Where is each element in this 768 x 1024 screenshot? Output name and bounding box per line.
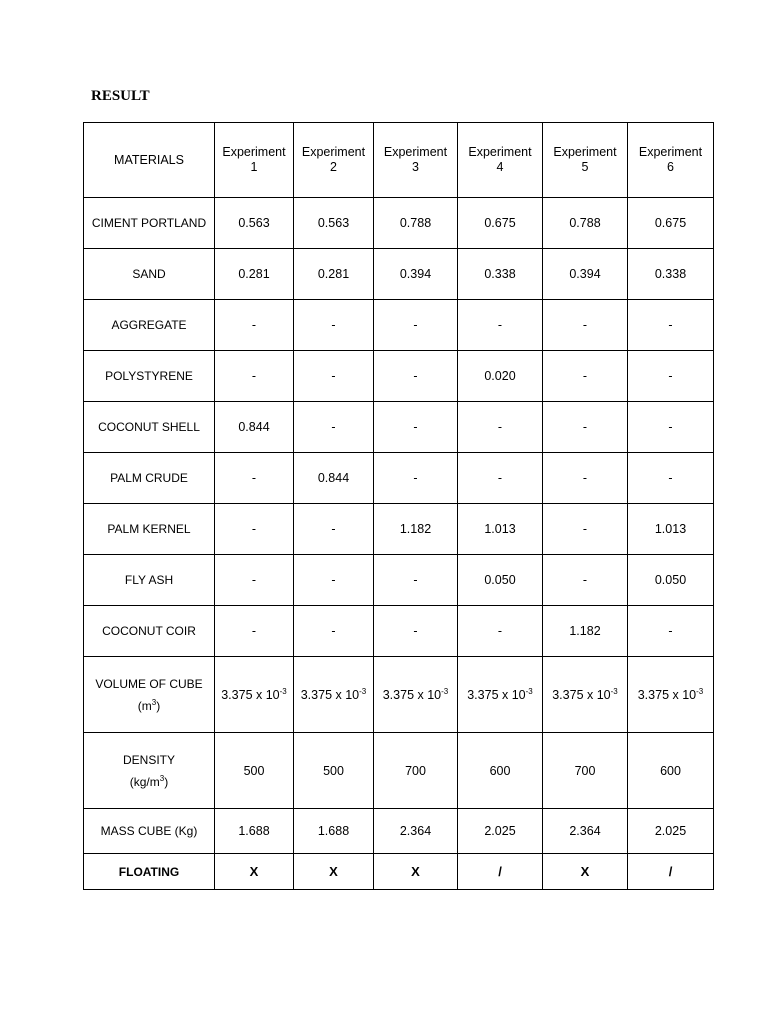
table-cell: 2.364	[374, 809, 458, 854]
table-cell: 0.844	[215, 402, 294, 453]
density-unit-base: (kg/m	[129, 774, 160, 789]
table-cell: -	[374, 606, 458, 657]
volume-unit-close: )	[156, 698, 161, 713]
experiment-6-number: 6	[667, 160, 674, 174]
volume-value-exponent: -3	[696, 686, 704, 696]
table-cell: 700	[374, 733, 458, 809]
results-table	[83, 122, 714, 890]
table-cell: -	[374, 300, 458, 351]
row-label-aggregate: AGGREGATE	[84, 300, 215, 351]
table-cell: -	[543, 504, 628, 555]
row-label-sand: SAND	[84, 249, 215, 300]
table-row-palm-kernel	[84, 504, 714, 555]
table-cell: -	[543, 402, 628, 453]
row-label-fly-ash: FLY ASH	[84, 555, 215, 606]
table-cell: 0.563	[215, 198, 294, 249]
table-cell: 1.013	[628, 504, 714, 555]
experiment-6-title: Experiment	[638, 145, 703, 159]
table-row-sand	[84, 249, 714, 300]
table-cell: -	[374, 453, 458, 504]
experiment-5-header	[543, 123, 628, 198]
header-row	[84, 123, 714, 198]
row-label-volume-of-cube	[84, 657, 215, 733]
table-cell: -	[294, 606, 374, 657]
table-cell: -	[215, 606, 294, 657]
table-row-polystyrene	[84, 351, 714, 402]
table-row-aggregate	[84, 300, 714, 351]
table-cell: 0.844	[294, 453, 374, 504]
volume-value-base: 3.375 x 10	[221, 687, 280, 702]
table-cell: 1.182	[543, 606, 628, 657]
volume-value-base: 3.375 x 10	[552, 687, 611, 702]
experiment-1-number: 1	[250, 160, 258, 174]
volume-cell	[215, 657, 294, 733]
table-cell: 0.338	[628, 249, 714, 300]
volume-unit-base: (m	[137, 698, 152, 713]
row-label-palm-crude: PALM CRUDE	[84, 453, 215, 504]
table-row-coconut-shell	[84, 402, 714, 453]
table-cell: -	[543, 300, 628, 351]
table-cell: 600	[458, 733, 543, 809]
table-row-mass-cube	[84, 809, 714, 854]
table-cell: X	[294, 854, 374, 890]
table-cell: -	[458, 606, 543, 657]
table-cell: -	[543, 351, 628, 402]
table-cell: /	[458, 854, 543, 890]
row-label-palm-kernel: PALM KERNEL	[84, 504, 215, 555]
table-cell: 0.394	[374, 249, 458, 300]
table-cell: 1.688	[294, 809, 374, 854]
result-heading: RESULT	[91, 88, 150, 104]
table-cell: -	[628, 300, 714, 351]
table-cell: 1.688	[215, 809, 294, 854]
table-cell: -	[458, 402, 543, 453]
table-row-coconut-coir	[84, 606, 714, 657]
volume-unit-exponent: 3	[151, 697, 157, 707]
table-cell: -	[374, 351, 458, 402]
table-cell: -	[215, 351, 294, 402]
table-row-ciment-portland	[84, 198, 714, 249]
table-cell: X	[215, 854, 294, 890]
table-cell: 2.025	[458, 809, 543, 854]
table-cell: 0.020	[458, 351, 543, 402]
table-cell: 500	[215, 733, 294, 809]
row-label-floating: FLOATING	[84, 854, 215, 890]
volume-value-exponent: -3	[441, 686, 449, 696]
density-unit-exponent: 3	[159, 773, 165, 783]
volume-cell	[458, 657, 543, 733]
table-cell: -	[628, 402, 714, 453]
table-cell: 0.338	[458, 249, 543, 300]
materials-header: MATERIALS	[84, 123, 215, 198]
volume-value-exponent: -3	[525, 686, 533, 696]
experiment-2-title: Experiment	[301, 145, 366, 159]
table-cell: 0.675	[458, 198, 543, 249]
volume-value-exponent: -3	[359, 686, 367, 696]
table-row-floating	[84, 854, 714, 890]
table-cell: 0.394	[543, 249, 628, 300]
volume-unit	[84, 699, 214, 713]
density-unit-close: )	[164, 774, 169, 789]
volume-value-exponent: -3	[279, 686, 287, 696]
row-label-coconut-coir: COCONUT COIR	[84, 606, 215, 657]
row-label-coconut-shell: COCONUT SHELL	[84, 402, 215, 453]
table-cell: 1.182	[374, 504, 458, 555]
table-cell: -	[628, 351, 714, 402]
volume-value-base: 3.375 x 10	[467, 687, 526, 702]
table-cell: -	[374, 402, 458, 453]
table-cell: X	[543, 854, 628, 890]
volume-cell	[543, 657, 628, 733]
table-cell: 0.281	[215, 249, 294, 300]
experiment-4-title: Experiment	[468, 145, 532, 159]
experiment-1-header	[215, 123, 294, 198]
row-label-ciment-portland: CIMENT PORTLAND	[84, 198, 215, 249]
table-cell: /	[628, 854, 714, 890]
experiment-3-title: Experiment	[383, 145, 448, 159]
table-cell: -	[215, 504, 294, 555]
table-cell: 600	[628, 733, 714, 809]
volume-value-base: 3.375 x 10	[637, 687, 697, 702]
experiment-3-header	[374, 123, 458, 198]
volume-value-base: 3.375 x 10	[300, 687, 360, 702]
experiment-5-number: 5	[581, 160, 589, 174]
table-cell: 0.050	[458, 555, 543, 606]
table-cell: -	[628, 453, 714, 504]
table-cell: -	[294, 555, 374, 606]
table-cell: -	[215, 453, 294, 504]
table-row-volume-of-cube	[84, 657, 714, 733]
table-row-density	[84, 733, 714, 809]
table-cell: 0.050	[628, 555, 714, 606]
table-cell: -	[294, 402, 374, 453]
table-cell: -	[294, 300, 374, 351]
experiment-2-number: 2	[330, 160, 337, 174]
experiment-1-title: Experiment	[222, 145, 286, 159]
table-cell: 1.013	[458, 504, 543, 555]
table-cell: 2.364	[543, 809, 628, 854]
table-cell: -	[215, 300, 294, 351]
table-cell: -	[458, 453, 543, 504]
volume-cell	[294, 657, 374, 733]
table-cell: -	[628, 606, 714, 657]
table-cell: 500	[294, 733, 374, 809]
table-cell: 0.563	[294, 198, 374, 249]
volume-cell	[374, 657, 458, 733]
table-cell: -	[543, 453, 628, 504]
table-cell: 0.281	[294, 249, 374, 300]
table-cell: 2.025	[628, 809, 714, 854]
experiment-4-header	[458, 123, 543, 198]
volume-label: VOLUME OF CUBE	[95, 676, 203, 691]
table-cell: -	[215, 555, 294, 606]
table-cell: -	[294, 504, 374, 555]
experiment-4-number: 4	[496, 160, 504, 174]
table-cell: 0.788	[543, 198, 628, 249]
volume-value-base: 3.375 x 10	[382, 687, 442, 702]
density-label: DENSITY	[122, 752, 175, 767]
volume-value-exponent: -3	[610, 686, 618, 696]
table-cell: -	[374, 555, 458, 606]
experiment-3-number: 3	[412, 160, 419, 174]
table-cell: 700	[543, 733, 628, 809]
table-row-fly-ash	[84, 555, 714, 606]
row-label-polystyrene: POLYSTYRENE	[84, 351, 215, 402]
table-row-palm-crude	[84, 453, 714, 504]
row-label-density	[84, 733, 215, 809]
experiment-5-title: Experiment	[553, 145, 617, 159]
table-cell: X	[374, 854, 458, 890]
table-cell: 0.675	[628, 198, 714, 249]
table-cell: 0.788	[374, 198, 458, 249]
volume-cell	[628, 657, 714, 733]
table-cell: -	[458, 300, 543, 351]
table-cell: -	[294, 351, 374, 402]
density-unit	[84, 775, 214, 789]
row-label-mass-cube: MASS CUBE (Kg)	[84, 809, 215, 854]
experiment-6-header	[628, 123, 714, 198]
experiment-2-header	[294, 123, 374, 198]
table-cell: -	[543, 555, 628, 606]
